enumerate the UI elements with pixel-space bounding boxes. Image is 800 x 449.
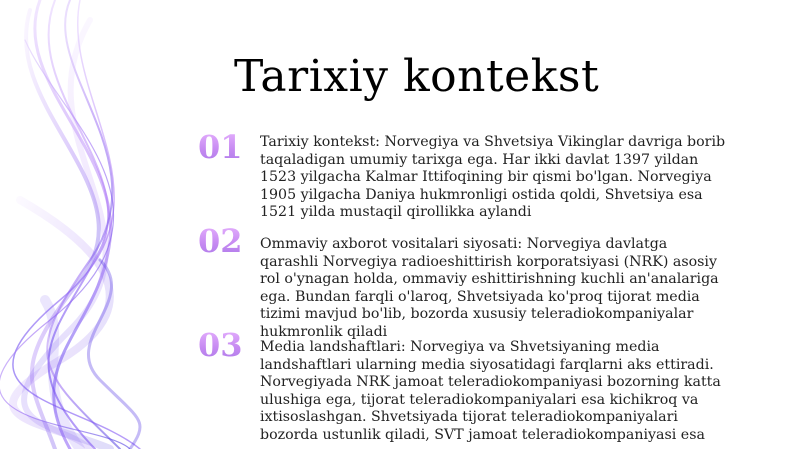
item-text-03: Media landshaftlari: Norvegiya va Shvetsiyaning media landshaftlari ularning media siyosatidagi farqlarni aks ettiradi. Norvegiyada NRK jamoat teleradiokompaniyasi bozorning katta ulushiga ega, tijorat teleradiokompaniyalari esa kichikroq va ixtisoslashgan. Shvetsiyada tijorat teleradiokompaniyalari bozorda ustunlik qiladi, SVT jamoat teleradiokompaniyasi esa <box>260 339 721 443</box>
item-text-01: Tarixiy kontekst: Norvegiya va Shvetsiya Vikinglar davriga borib taqaladigan umumiy tarixga ega. Har ikki davlat 1397 yildan 1523 yilgacha Kalmar Ittifoqining bir qismi bo'lgan. Norvegiya 1905 yilgacha Daniya hukmronligi ostida qoldi, Shvetsiya esa 1521 yilda mustaqil qirollikka aylandi <box>260 134 726 221</box>
slide-title: Tarixiy kontekst <box>234 51 600 103</box>
item-number-01: 01 <box>198 128 243 166</box>
item-text-02: Ommaviy axborot vositalari siyosati: Norvegiya davlatga qarashli Norvegiya radioeshittirish korporatsiyasi (NRK) asosiy rol o'ynagan holda, ommaviy eshittirishning kuchli an'analariga ega. Bundan farqli o'laroq, Shvetsiyada ko'proq tijorat media tizimi mavjud bo'lib, bozorda xususiy teleradiokompaniyalar hukmronlik qiladi <box>260 236 719 340</box>
decorative-ribbon-graphic <box>0 0 200 449</box>
item-number-03: 03 <box>198 326 243 364</box>
item-number-02: 02 <box>198 222 243 260</box>
